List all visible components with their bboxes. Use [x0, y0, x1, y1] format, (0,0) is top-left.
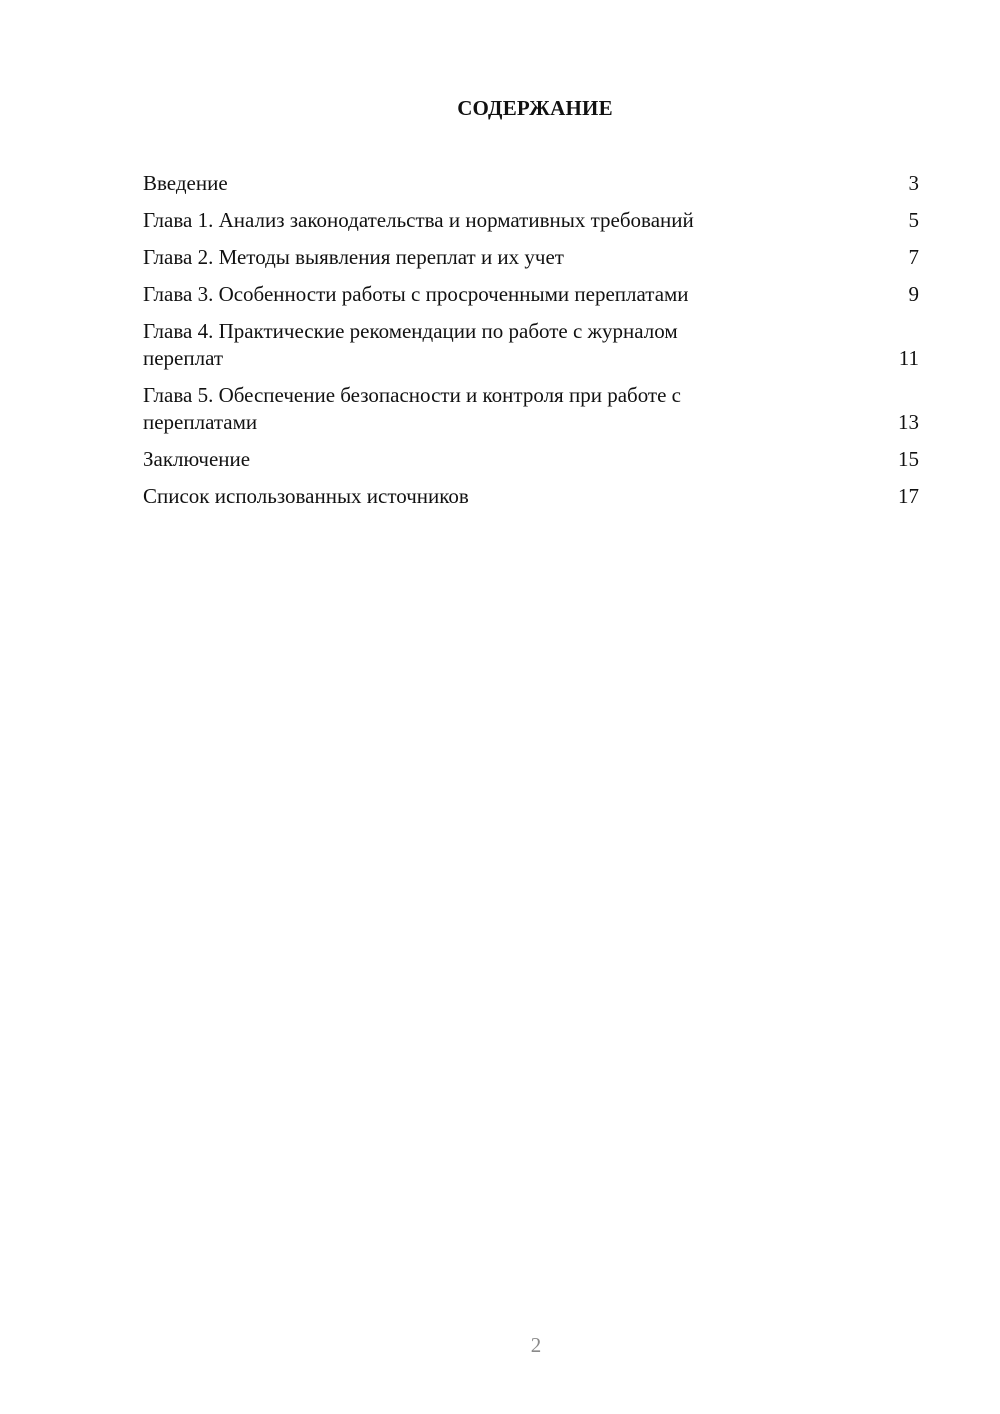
toc-entry-page-number: 7 [908, 245, 919, 269]
toc-entry-references [143, 483, 919, 510]
toc-title: СОДЕРЖАНИЕ [457, 96, 613, 120]
table-of-contents [143, 170, 919, 520]
toc-entry-text: Список использованных источников [143, 484, 469, 508]
toc-entry-page-number: 3 [908, 171, 919, 195]
toc-entry-page-number: 11 [898, 346, 919, 370]
toc-entry-page-number: 5 [908, 208, 919, 232]
toc-entry-chapter-1 [143, 207, 919, 234]
toc-entry-page-number: 17 [898, 484, 919, 508]
toc-entry-text: Введение [143, 171, 228, 195]
toc-entry-text: Глава 4. Практические рекомендации по работе с журналом переплат [143, 319, 678, 370]
page-number: 2 [530, 1333, 542, 1357]
toc-entry-chapter-5 [143, 382, 919, 436]
toc-entry-text: Заключение [143, 447, 251, 471]
toc-entry-chapter-3 [143, 281, 919, 308]
toc-entry-page-number: 15 [898, 447, 919, 471]
toc-entry-page-number: 9 [908, 282, 919, 306]
toc-entry-chapter-4 [143, 318, 919, 372]
toc-entry-text: Глава 3. Особенности работы с просроченными переплатами [143, 282, 689, 306]
toc-entry-chapter-2 [143, 244, 919, 271]
toc-entry-introduction [143, 170, 919, 197]
toc-entry-text: Глава 5. Обеспечение безопасности и контроля при работе с переплатами [143, 383, 681, 434]
toc-entry-text: Глава 2. Методы выявления переплат и их учет [143, 245, 564, 269]
toc-entry-conclusion [143, 446, 919, 473]
toc-entry-text: Глава 1. Анализ законодательства и нормативных требований [143, 208, 694, 232]
toc-entry-page-number: 13 [898, 410, 919, 434]
